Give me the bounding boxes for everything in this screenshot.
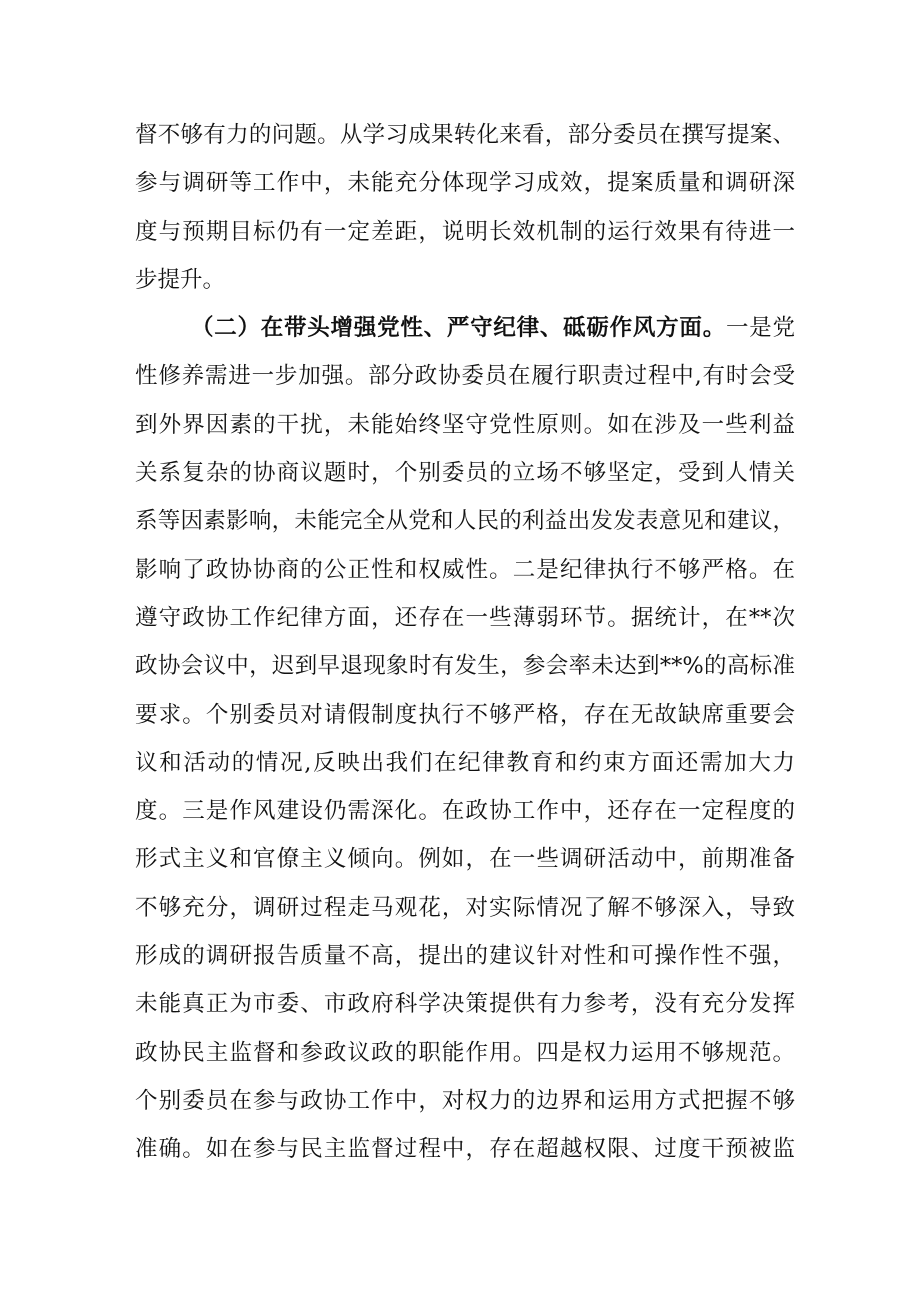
paragraph-first-line — [135, 304, 795, 352]
paragraph-2 — [135, 304, 795, 1173]
text-run: 一是党 — [725, 315, 795, 342]
text-line: 政协会议中，迟到早退现象时有发生，参会率未达到**%的高标准 — [135, 653, 795, 680]
text-line: 影响了政协协商的公正性和权威性。二是纪律执行不够严格。在 — [135, 556, 795, 583]
text-line: 形式主义和官僚主义倾向。例如，在一些调研活动中，前期准备 — [135, 846, 795, 873]
text-line: 准确。如在参与民主监督过程中，存在超越权限、过度干预被监 — [135, 1136, 795, 1163]
text-line: 议和活动的情况,反映出我们在纪律教育和约束方面还需加大力 — [135, 749, 795, 776]
text-line: 个别委员在参与政协工作中，对权力的边界和运用方式把握不够 — [135, 1087, 795, 1114]
document-body — [135, 111, 795, 1174]
text-line: 性修养需进一步加强。部分政协委员在履行职责过程中,有时会受 — [135, 363, 795, 390]
text-line: 系等因素影响，未能完全从党和人民的利益出发发表意见和建议， — [135, 508, 795, 535]
text-line: 关系复杂的协商议题时，个别委员的立场不够坚定，受到人情关 — [135, 460, 795, 487]
text-line: 到外界因素的干扰，未能始终坚守党性原则。如在涉及一些利益 — [135, 411, 795, 438]
text-line: 度与预期目标仍有一定差距，说明长效机制的运行效果有待进一 — [135, 218, 795, 245]
text-line: 参与调研等工作中，未能充分体现学习成效，提案质量和调研深 — [135, 170, 795, 197]
text-line: 督不够有力的问题。从学习成果转化来看，部分委员在撰写提案、 — [135, 122, 795, 148]
text-line: 不够充分，调研过程走马观花，对实际情况了解不够深入，导致 — [135, 894, 795, 921]
text-line: 遵守政协工作纪律方面，还存在一些薄弱环节。据统计，在**次 — [135, 604, 795, 631]
text-line: 度。三是作风建设仍需深化。在政协工作中，还存在一定程度的 — [135, 798, 795, 825]
paragraph-1 — [135, 111, 795, 304]
text-line: 要求。个别委员对请假制度执行不够严格，存在无故缺席重要会 — [135, 701, 795, 728]
section-heading: （二）在带头增强党性、严守纪律、砥砺作风方面。 — [191, 315, 726, 342]
text-line: 未能真正为市委、市政府科学决策提供有力参考，没有充分发挥 — [135, 991, 795, 1018]
text-line: 形成的调研报告质量不高，提出的建议针对性和可操作性不强， — [135, 943, 795, 970]
text-line: 政协民主监督和参政议政的职能作用。四是权力运用不够规范。 — [135, 1039, 795, 1066]
text-line: 步提升。 — [135, 266, 226, 293]
